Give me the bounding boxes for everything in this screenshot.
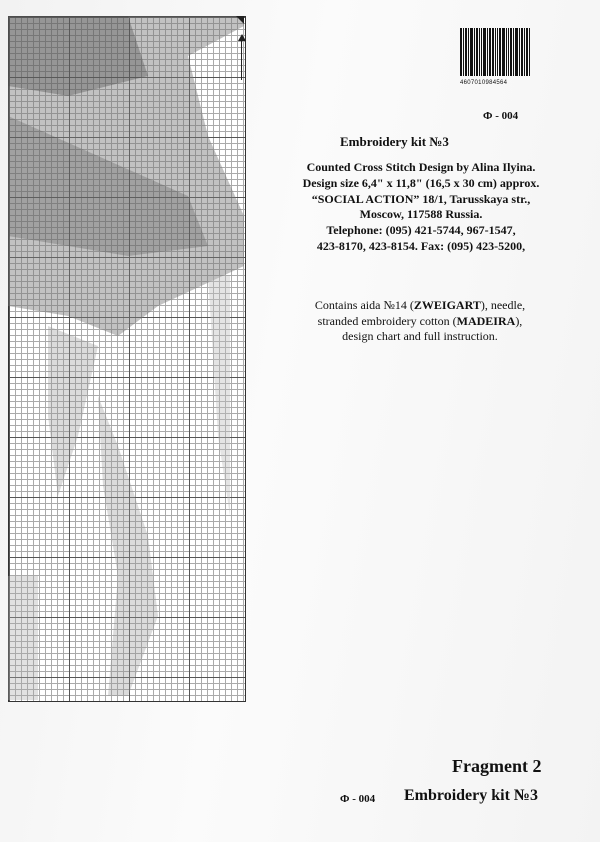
contents-line-1	[264, 298, 576, 314]
info-line: Design size 6,4" x 11,8" (16,5 x 30 cm) approx.	[302, 175, 540, 190]
kit-title: Embroidery kit №3	[340, 134, 449, 149]
info-line: Moscow, 117588 Russia.	[359, 207, 483, 222]
barcode-bars	[460, 28, 540, 78]
barcode	[460, 28, 540, 86]
fragment-label: Fragment 2	[452, 756, 542, 776]
up-arrow-icon	[241, 40, 242, 80]
chart-corner-marker	[236, 16, 244, 24]
contents-text: stranded embroidery cotton (	[317, 313, 457, 328]
footer-kit-title: Embroidery kit №3	[404, 787, 539, 804]
footer-product-code: Ф - 004	[340, 793, 376, 805]
info-line: Telephone: (095) 421-5744, 967-1547,	[326, 223, 516, 238]
info-line: “SOCIAL ACTION” 18/1, Tarusskaya str.,	[311, 191, 531, 206]
design-info	[262, 160, 580, 255]
cross-stitch-chart	[8, 16, 246, 702]
info-line: Counted Cross Stitch Design by Alina Ilyina.	[306, 160, 536, 174]
info-line: 423-8170, 423-8154. Fax: (095) 423-5200,	[316, 238, 526, 253]
contents-text: ), needle,	[480, 298, 526, 312]
kit-contents	[264, 298, 576, 345]
product-code: Ф - 004	[483, 110, 519, 122]
contents-line-3: design chart and full instruction.	[342, 329, 498, 344]
contents-text: Contains aida №14 (	[314, 298, 414, 312]
contents-line-2	[264, 314, 576, 330]
contents-text: ),	[515, 313, 523, 328]
barcode-number: 4607010984564	[460, 80, 508, 86]
brand-zweigart: ZWEIGART	[413, 298, 481, 312]
brand-madeira: MADEIRA	[456, 313, 516, 328]
